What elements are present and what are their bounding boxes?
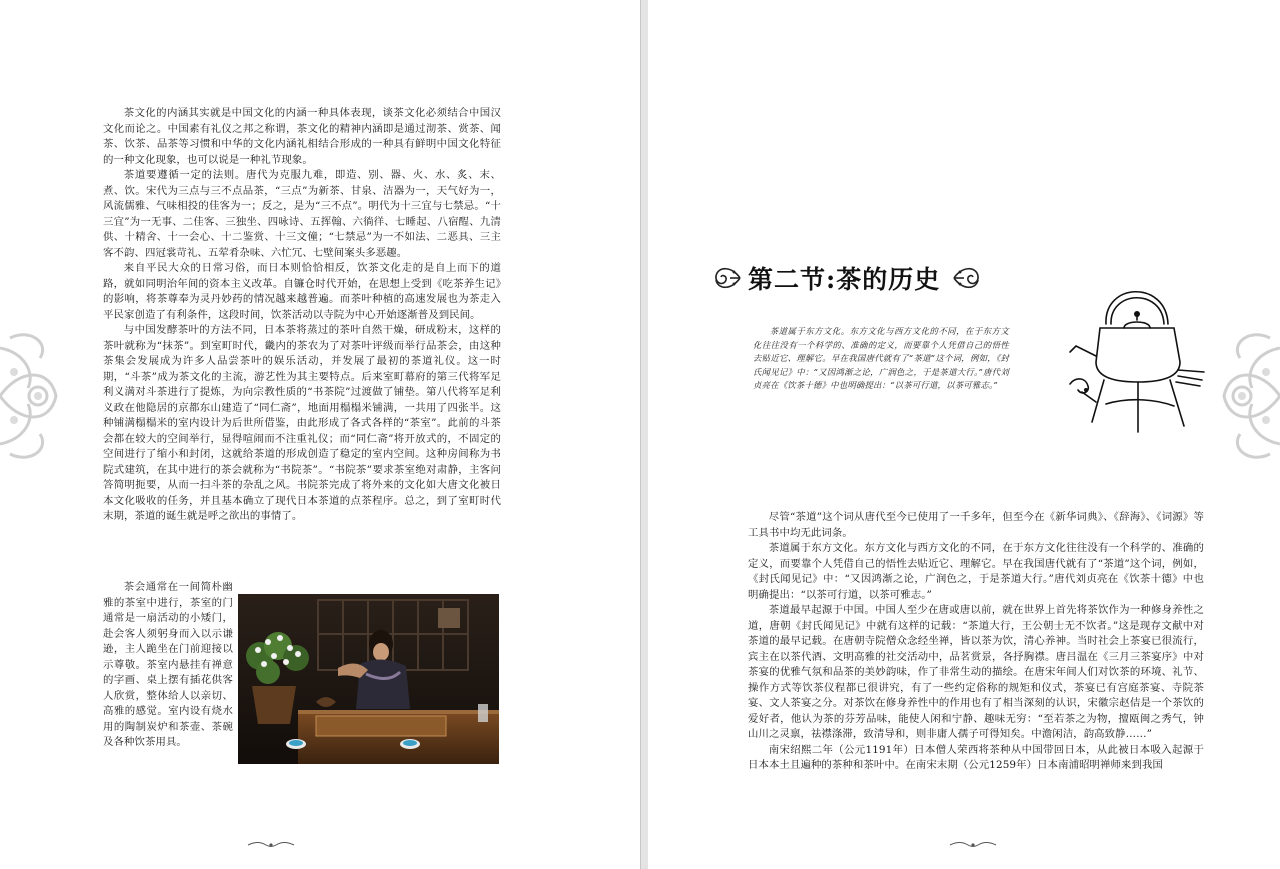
paragraph: 茶道要遵循一定的法则。唐代为克服九难，即造、别、器、火、水、炙、末、煮、饮。宋代为三点与三不点品茶，“三点”为新茶、甘泉、洁器为一，天气好为一，风流儒雅、气味相投的佳客为一；反之，是为“三不点”。明代为十三宜与七禁忌。“十三宜”为一无事、二佳客、三独坐、四咏诗、五挥翰、六徜徉、七睡起、八宿酲、九清供、十精舍、十一会心、十二鉴赏、十三文僮；“七禁忌”为一不如法、二恶具、三主客不韵、四冠裳苛礼、五荤肴杂味、六忙冗、七壁间案头多恶趣。 <box>103 169 501 259</box>
floral-scroll-icon <box>1210 328 1280 464</box>
section-title: 第二节:茶的历史 <box>748 265 941 294</box>
paragraph: 茶文化的内涵其实就是中国文化的内涵一种具体表现，谈茶文化必须结合中国汉文化而论之。中国素有礼仪之邦之称谓，茶文化的精神内涵即是通过沏茶、赏茶、闻茶、饮茶、品茶等习惯和中华的文化内涵礼相结合形成的一种具有鲜明中国文化特征的一种文化现象，也可以说是一种礼节现象。 <box>103 107 501 166</box>
tea-kettle-sketch-icon <box>1066 272 1206 442</box>
paragraph: 茶道最早起源于中国。中国人至少在唐或唐以前，就在世界上首先将茶饮作为一种修身养性之道，唐朝《封氏闻见记》中就有这样的记载：“茶道大行，王公朝士无不饮者。”这是现存文献中对茶道的最早记载。在唐朝寺院僧众念经坐禅，皆以茶为饮，清心养神。当时社会上茶宴已很流行，宾主在以茶代酒、文明高雅的社交活动中，品茗赏景，各抒胸襟。唐吕温在《三月三茶宴序》中对茶宴的优雅气氛和品茶的美妙韵味，作了非常生动的描绘。在唐宋年间人们对饮茶的环境、礼节、操作方式等饮茶仪程都已很讲究，有了一些约定俗称的规矩和仪式，茶宴已有宫庭茶宴、寺院茶宴、文人茶宴之分。对茶饮在修身养性中的作用也有了相当深刻的认识，宋徽宗赵佶是一个茶饮的爱好者，他认为茶的芬芳品味，能使人闲和宁静、趣味无穷：“至若茶之为物，擅瓯闽之秀气，钟山川之灵禀，祛襟涤滞，致清导和，则非庸人孺子可得知矣。中澹闲洁，韵高致静……” <box>748 604 1204 740</box>
floral-scroll-icon <box>0 328 70 464</box>
heading-ornament-right-icon <box>952 262 982 294</box>
paragraph: 来自平民大众的日常习俗，而日本则恰恰相反，饮茶文化走的是自上而下的道路，就如同明治年间的资本主义改革。自镰仓时代开始，在思想上受到《吃茶养生记》的影响，将茶尊奉为灵丹妙药的情况越来越普遍。而茶叶种植的高速发展也为茶走入平民家创造了有利条件，这段时间，饮茶活动以寺院为中心开始逐渐普及到民间。 <box>103 262 501 321</box>
intro-paragraph: 茶道属于东方文化。东方文化与西方文化的不同，在于东方文化往往没有一个科学的、准确的定义，而要靠个人凭借自己的悟性去贴近它、理解它。早在我国唐代就有了“茶道”这个词，例如，《封氏闻见记》中：“又因鸿渐之论，广润色之，于是茶道大行。”唐代刘贞亮在《饮茶十德》中也明确提出：“以茶可行道，以茶可雅志。” <box>753 326 1009 391</box>
paragraph: 与中国发酵茶叶的方法不同，日本茶将蒸过的茶叶自然干燥，研成粉末，这样的茶叶就称为“抹茶”。到室町时代，畿内的茶农为了对茶叶评级而举行品茶会，由这种茶集会发展成为许多人品尝茶叶的娱乐活动，并发展了最初的茶道礼仪。这一时期，“斗茶”成为茶文化的主流，游艺性为其主要特点。后来室町幕府的第三代将军足利义满对斗茶进行了提炼，为向宗教性质的“书茶院”过渡做了铺垫。第八代将军足利义政在他隐居的京都东山建造了“同仁斋”，地面用榻榻米铺满，一共用了四张半。这种铺满榻榻米的室内设计为后世所借鉴，由此形成了各式各样的“茶室”。此前的斗茶会都在较大的空间举行，显得喧闹而不注重礼仪；而“同仁斋”将开放式的，不固定的空间进行了缩小和封闭，这就给茶道的形成创造了稳定的室内空间。这种房间称为书院式建筑，在其中进行的茶会就称为“书院茶”。“书院茶”要求茶室绝对肃静，主客问答简明扼要，从而一扫斗茶的杂乱之风。书院茶完成了将外来的文化如大唐文化被日本文化吸收的任务，并且基本确立了现代日本茶道的点茶程序。总之，到了室町时代末期，茶道的诞生就是呼之欲出的事情了。 <box>103 324 501 522</box>
paragraph: 茶道属于东方文化。东方文化与西方文化的不同，在于东方文化往往没有一个科学的、准确的定义，而要靠个人凭借自己的悟性去贴近它、理解它。早在我国唐代就有了“茶道”这个词，例如，《封氏闻见记》中：“又因鸿渐之论，广润色之，于是茶道大行。”唐代刘贞亮在《饮茶十德》中也明确提出：“以茶可行道，以茶可雅志。” <box>748 542 1204 601</box>
paragraph: 南宋绍熙二年（公元1191年）日本僧人荣西将茶种从中国带回日本，从此被日本吸入起源于日本本土且遍种的茶种和茶叶中。在南宋末期（公元1259年）日本南浦昭明禅师来到我国 <box>748 743 1204 771</box>
tea-ceremony-photo <box>238 594 499 764</box>
footer-ornament-icon <box>246 840 296 850</box>
right-body-text <box>748 510 1204 774</box>
left-body-text <box>103 106 501 525</box>
paragraph: 尽管“茶道”这个词从唐代至今已使用了一千多年，但至今在《新华词典》、《辞海》、《词源》等工具书中均无此词条。 <box>748 511 1204 539</box>
page-gutter <box>640 0 648 869</box>
section-heading <box>712 256 982 300</box>
footer-ornament-icon <box>948 840 998 850</box>
heading-ornament-left-icon <box>712 262 742 294</box>
wrap-text-column <box>103 580 233 751</box>
paragraph: 茶会通常在一间简朴幽雅的茶室中进行，茶室的门通常是一扇活动的小矮门，赴会客人须躬身而入以示谦逊，主人跪坐在门前迎接以示尊敬。茶室内悬挂有禅意的字画、桌上摆有插花供客人欣赏，整体给人以亲切、高雅的感觉。室内设有烧水用的陶制炭炉和茶壶、茶碗及各种饮茶用具。 <box>103 581 233 748</box>
intro-paragraph-box <box>753 325 1009 393</box>
